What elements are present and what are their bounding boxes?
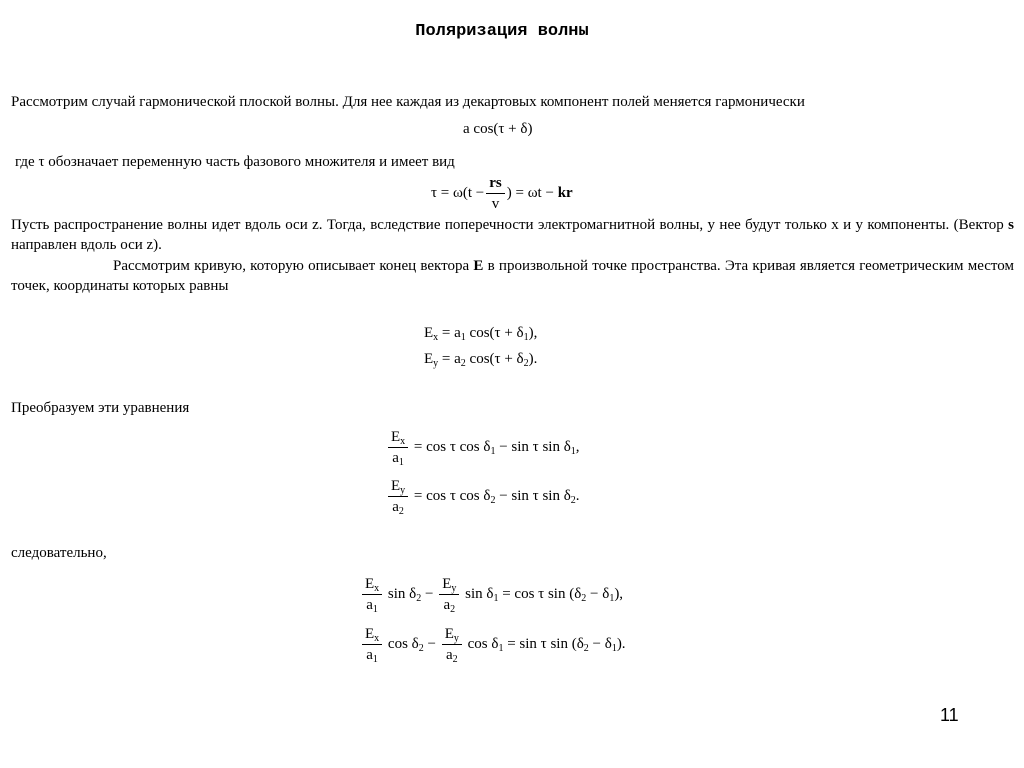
propagation-text-end: направлен вдоль оси z). (11, 237, 162, 253)
paragraph-curve (11, 256, 1014, 296)
curve-text: Рассмотрим кривую, которую описывает конец вектора (113, 258, 474, 274)
paragraph-intro: Рассмотрим случай гармонической плоской волны. Для нее каждая из декартовых компонент полей меняется гармонически (11, 94, 805, 110)
phase-denominator: v (491, 196, 500, 212)
vector-s: s (1008, 217, 1014, 233)
phase-fraction (486, 173, 505, 214)
phase-lhs: τ = ω(t − (431, 184, 485, 201)
paragraph-transform: Преобразуем эти уравнения (11, 400, 190, 416)
equation-ex-ratio: $\frac{E_x}{a_1}$ = cos τ $\cos \delta_1 - \sin \tau$ $\sin \delta_1$, (386, 427, 580, 468)
equation-ex: $E_x = a_1$ $\cos(\tau + \delta_1)$, (424, 325, 538, 343)
page-number: 11 (940, 705, 959, 725)
phase-numerator: rs (486, 173, 505, 194)
equation-phase (431, 173, 573, 214)
paragraph-phase: где τ обозначает переменную часть фазового множителя и имеет вид (15, 154, 455, 170)
propagation-text: Пусть распространение волны идет вдоль оси z. Тогда, вследствие поперечности электромагнитной волны, у нее будут только x и y компоненты. (Вектор (11, 217, 1009, 233)
paragraph-propagation (11, 215, 1014, 255)
curve-text-end: в произвольной точке пространства. Эта кривая является геометрическим местом точек, координаты которых равны (11, 258, 1014, 294)
paragraph-therefore: следовательно, (11, 545, 107, 561)
equation-ey-ratio: $\frac{E_y}{a_2}$ = cos τ $\cos \delta_2 - \sin \tau$ $\sin \delta_2$. (386, 476, 580, 517)
equation-combined-sin: $\frac{E_x}{a_1}$ $\sin \delta_2$ − $\frac{E_y}{a_2}$ $\sin \delta_1 = \cos \tau$ $\sin (\delta_2 - \delta_1)$, (360, 574, 623, 615)
page-title: Поляризация волны (415, 22, 589, 41)
equation-harmonic: a cos(τ + δ) (463, 121, 533, 137)
equation-combined-cos: $\frac{E_x}{a_1}$ $\cos \delta_2$ − $\frac{E_y}{a_2}$ $\cos \delta_1 = \sin \tau$ $\sin (\delta_2 - \delta_1)$. (360, 624, 626, 665)
equation-ey: $E_y = a_2$ $\cos(\tau + \delta_2)$. (424, 351, 538, 369)
phase-kr: kr (557, 184, 573, 201)
phase-rhs: ) = ωt − (506, 184, 558, 201)
vector-e: E (473, 258, 484, 274)
